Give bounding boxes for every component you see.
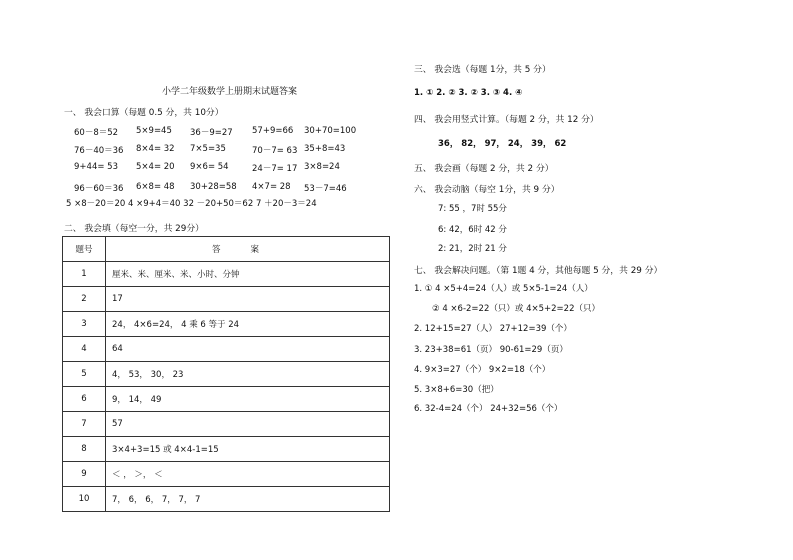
section4-answer: 36， 82， 97， 24， 39， 62 <box>438 139 567 149</box>
page-title: 小学二年级数学上册期末试题答案 <box>162 87 298 97</box>
row-answer: ＜ ， ＞， ＜ <box>106 462 390 487</box>
calc-item: 76－40＝36 <box>74 146 124 156</box>
section7-line: 6. 32-4=24（个） 24+32=56（个） <box>414 404 563 414</box>
section3-answer: 1. ① 2. ② 3. ② 3. ③ 4. ④ <box>414 88 523 98</box>
calc-item: 36－9=27 <box>190 128 233 138</box>
table-row <box>63 262 390 287</box>
calc-item: 60－8＝52 <box>74 128 119 138</box>
calc-item: 8×4= 32 <box>136 144 175 154</box>
calc-item: 30+70=100 <box>304 126 357 136</box>
table-row <box>63 287 390 312</box>
section7-line: 4. 9×3=27（个） 9×2=18（个） <box>414 365 551 375</box>
table-row <box>63 312 390 337</box>
table-row <box>63 487 390 512</box>
section3-heading: 三、 我会选（每题 1分，共 5 分） <box>414 65 551 75</box>
calc-item: 70－7= 63 <box>252 146 298 156</box>
row-number: 9 <box>63 462 106 487</box>
table-row <box>63 412 390 437</box>
section2-heading: 二、 我会填（每空一分，共 29分） <box>64 224 204 234</box>
section6-line: 7: 55 ，7时 55分 <box>438 204 507 214</box>
calc-item: 96－60＝36 <box>74 184 124 194</box>
section7-line: ② 4 ×6-2=22（只）或 4×5+2=22（只） <box>432 304 600 314</box>
section6-heading: 六、 我会动脑（每空 1分，共 9 分） <box>414 185 560 195</box>
section7-line: 1. ① 4 ×5+4=24（人）或 5×5-1=24（人） <box>414 284 593 294</box>
section4-heading: 四、 我会用竖式计算。（每题 2 分，共 12 分） <box>414 115 599 125</box>
calc-item: 6×8= 48 <box>136 182 175 192</box>
calc-item: 7×5=35 <box>190 144 226 154</box>
row-number: 3 <box>63 312 106 337</box>
table-row <box>63 437 390 462</box>
calc-item: 57+9=66 <box>252 126 294 136</box>
row-answer: 厘米、米、厘米、米、小时、分钟 <box>106 262 390 287</box>
column-header-no: 题号 <box>63 237 106 262</box>
calc-item: 5×9=45 <box>136 126 172 136</box>
row-number: 4 <box>63 337 106 362</box>
section5-heading: 五、 我会画（每题 2 分，共 2 分） <box>414 164 554 174</box>
row-answer: 24， 4×6=24， 4 乘 6 等于 24 <box>106 312 390 337</box>
calc-item: 4×7= 28 <box>252 182 291 192</box>
table-row <box>63 387 390 412</box>
section7-heading: 七、 我会解决问题。（第 1题 4 分，其他每题 5 分，共 29 分） <box>414 266 663 276</box>
calc-item: 3×8=24 <box>304 162 340 172</box>
answer-table <box>62 236 390 512</box>
section1-heading: 一、 我会口算（每题 0.5 分，共 10分） <box>64 108 224 118</box>
table-row <box>63 462 390 487</box>
row-number: 6 <box>63 387 106 412</box>
row-answer: 3×4+3=15 或 4×4-1=15 <box>106 437 390 462</box>
row-number: 7 <box>63 412 106 437</box>
section6-line: 6: 42，6时 42 分 <box>438 225 507 235</box>
row-answer: 17 <box>106 287 390 312</box>
row-answer: 4， 53， 30， 23 <box>106 362 390 387</box>
row-number: 1 <box>63 262 106 287</box>
calc-item: 5×4= 20 <box>136 162 175 172</box>
row-answer: 64 <box>106 337 390 362</box>
section6-line: 2: 21，2时 21 分 <box>438 244 507 254</box>
row-answer: 7， 6， 6， 7， 7， 7 <box>106 487 390 512</box>
calc-last-row: 5 ×8－20＝20 4 ×9+4＝40 32 －20+50＝62 7 ＋20－3＝24 <box>66 199 317 209</box>
calc-item: 9×6= 54 <box>190 162 229 172</box>
section7-line: 2. 12+15=27（人） 27+12=39（个） <box>414 324 572 334</box>
table-row <box>63 362 390 387</box>
calc-item: 35+8=43 <box>304 144 346 154</box>
row-number: 5 <box>63 362 106 387</box>
calc-item: 24－7= 17 <box>252 164 298 174</box>
row-number: 2 <box>63 287 106 312</box>
row-answer: 57 <box>106 412 390 437</box>
row-answer: 9， 14， 49 <box>106 387 390 412</box>
column-header-answer: 答案 <box>106 237 390 262</box>
calc-item: 53－7=46 <box>304 184 347 194</box>
calc-item: 9+44= 53 <box>74 162 118 172</box>
table-header-row <box>63 237 390 262</box>
row-number: 8 <box>63 437 106 462</box>
table-row <box>63 337 390 362</box>
calc-item: 30+28=58 <box>190 182 237 192</box>
section7-line: 3. 23+38=61（页） 90-61=29（页） <box>414 345 568 355</box>
row-number: 10 <box>63 487 106 512</box>
section7-line: 5. 3×8+6=30（把） <box>414 385 499 395</box>
